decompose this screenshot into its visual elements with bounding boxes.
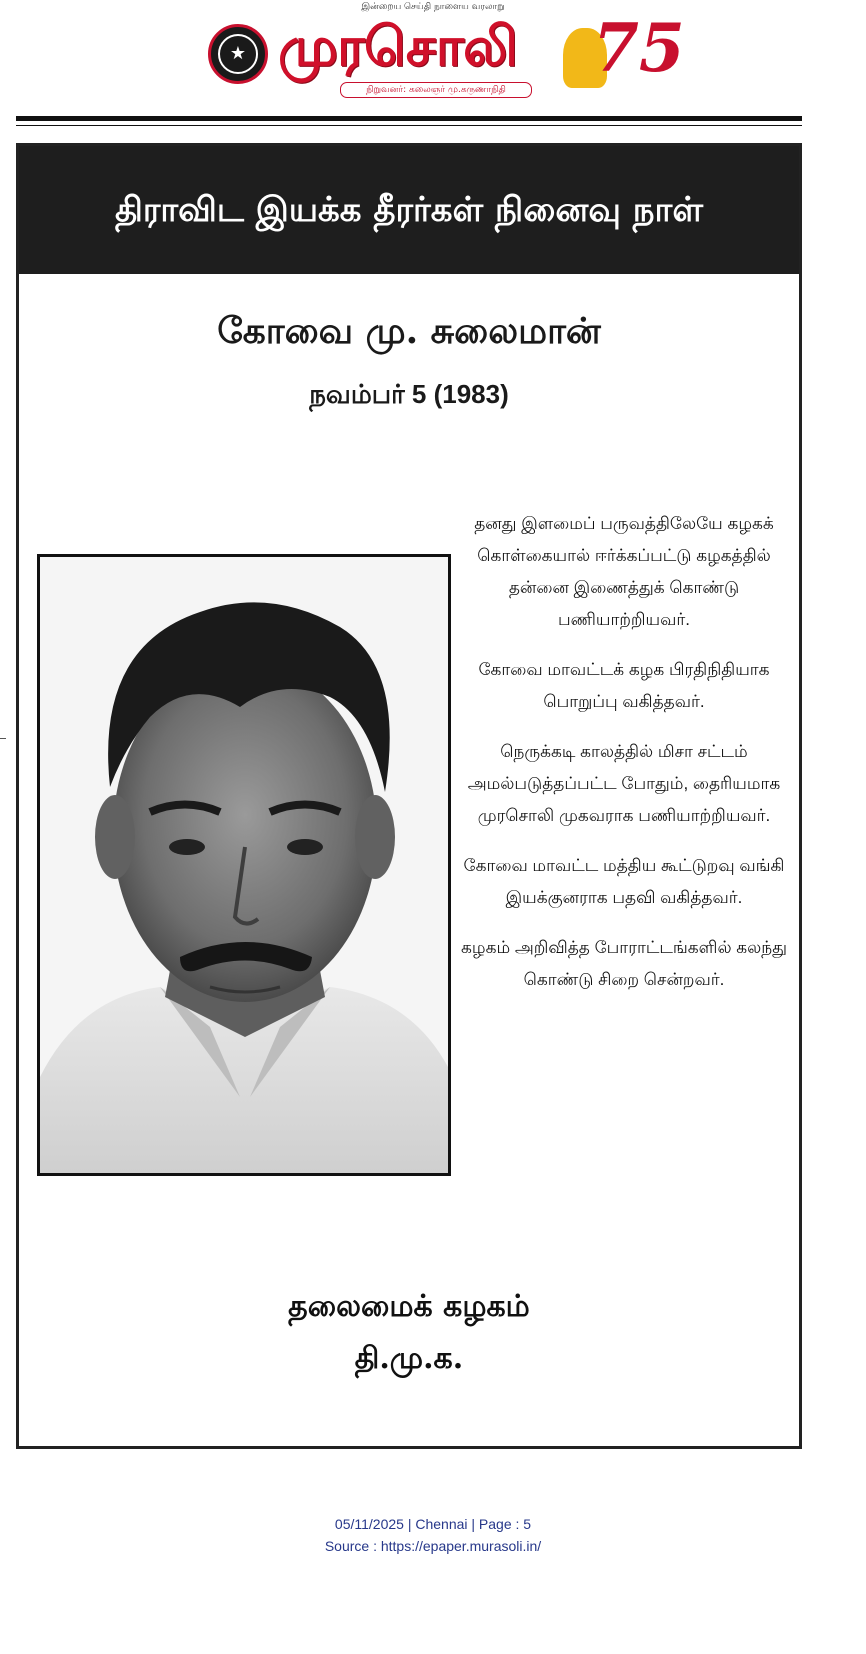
anniversary-number: 75 <box>593 9 685 87</box>
anniversary-badge <box>563 9 685 94</box>
masthead <box>0 0 866 118</box>
bio-paragraph: கோவை மாவட்ட மத்திய கூட்டுறவு வங்கி இயக்குனராக பதவி வகித்தவர். <box>463 856 785 907</box>
memorial-date: நவம்பர் 5 (1983) <box>309 379 509 409</box>
bio-paragraph: கோவை மாவட்டக் கழக பிரதிநிதியாக பொறுப்பு வகித்தவர். <box>478 660 770 711</box>
edition-info: 05/11/2025 | Chennai | Page : 5 <box>334 1516 532 1532</box>
banner-title: திராவிட இயக்க தீரர்கள் நினைவு நாள் <box>115 190 703 230</box>
portrait-photo <box>37 554 451 1176</box>
bio-paragraph: நெருக்கடி காலத்தில் மிசா சட்டம் அமல்படுத்தப்பட்ட போதும், தைரியமாக முரசொலி முகவராக பணியாற்றியவர். <box>467 742 781 825</box>
masthead-rule-thin <box>16 125 802 126</box>
bio-paragraph: கழகம் அறிவித்த போராட்டங்களில் கலந்து கொண்டு சிறை சென்றவர். <box>461 938 787 989</box>
memorial-notice <box>16 143 802 1449</box>
person-name: கோவை மு. சுலைமான் <box>217 310 601 352</box>
brand-name: முரசொலி <box>278 15 517 78</box>
bio-paragraph: தனது இளமைப் பருவத்திலேயே கழகக் கொள்கையால் ஈர்க்கப்பட்டு கழகத்தில் தன்னை இணைத்துக் கொண்டு பணியாற்றியவர். <box>474 514 774 629</box>
masthead-rule <box>16 116 802 121</box>
portrait-image <box>40 557 448 1173</box>
page-edge-mark <box>0 738 6 739</box>
notice-banner <box>19 146 799 274</box>
signature-party: தி.மு.க. <box>354 1341 464 1376</box>
source-link[interactable]: Source : https://epaper.murasoli.in/ <box>324 1538 542 1554</box>
party-emblem-icon: ★ <box>208 24 268 84</box>
logo <box>208 9 685 104</box>
biography <box>459 508 789 1014</box>
masthead-tagline: இன்றைய செய்தி நாளைய வரலாறு <box>361 2 505 12</box>
signature-organization: தலைமைக் கழகம் <box>288 1289 530 1324</box>
brand-subtitle: நிறுவனர்: கலைஞர் மு.கருணாநிதி <box>340 82 532 98</box>
